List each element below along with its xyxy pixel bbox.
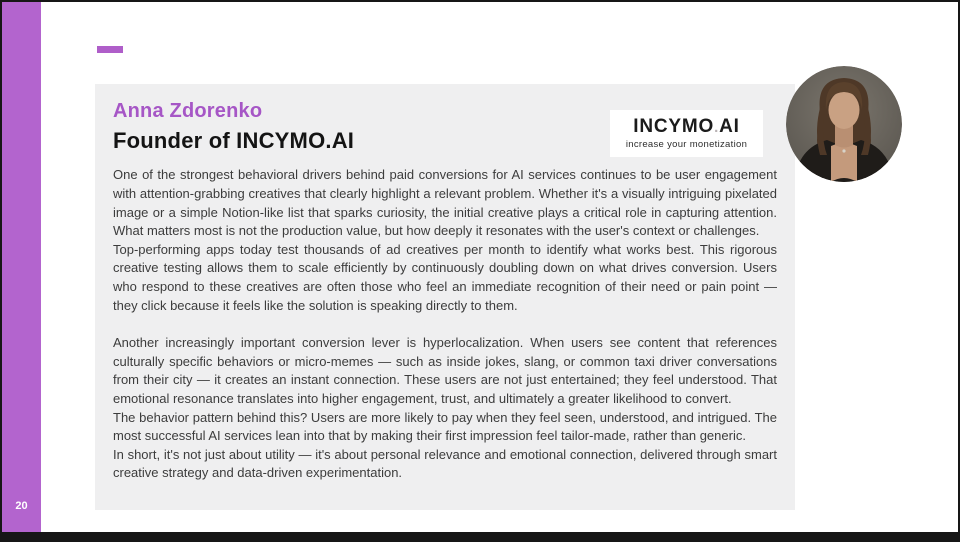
accent-dash xyxy=(97,46,123,53)
paragraph-1: One of the strongest behavioral drivers behind paid conversions for AI services continues to be user engagement with attention-grabbing creatives that clearly highlight a relevant problem. Whether it's a visually intriguing pixelated image or a simple Notion-like list that sparks curiosity, the initial creative plays a critical role in capturing attention. What matters most is not the production value, but how deeply it resonates with the user's context or challenges. xyxy=(113,167,777,239)
paragraph-4: The behavior pattern behind this? Users are more likely to pay when they feel seen, understood, and intrigued. The most successful AI services lean into that by making their first impression feel tailor-made, rather than generic. xyxy=(113,409,777,444)
logo-brand-main: INCYMO xyxy=(633,116,715,137)
avatar xyxy=(786,66,902,182)
incymo-logo xyxy=(610,110,763,157)
slide xyxy=(2,2,958,532)
left-accent-bar xyxy=(2,2,41,532)
quote-body xyxy=(113,166,777,483)
speaker-name: Anna Zdorenko xyxy=(113,100,263,122)
logo-tagline: increase your monetization xyxy=(625,139,748,150)
portrait-photo-illustration xyxy=(786,66,902,182)
logo-brand-suffix: AI xyxy=(719,116,740,137)
page-number: 20 xyxy=(15,500,28,512)
incymo-logo-wordmark xyxy=(633,117,739,136)
logo-dot: . xyxy=(714,119,720,136)
content-panel xyxy=(95,84,795,510)
paragraph-2: Top-performing apps today test thousands of ad creatives per month to identify what works best. This rigorous creative testing allows them to scale efficiently by continuously doubling down on what drives conversion. Users who respond to these creatives are often those who feel an immediate recognition of their need or pain point — they click because it feels like the solution is speaking directly to them. xyxy=(113,241,777,313)
speaker-title: Founder of INCYMO.AI xyxy=(113,128,355,153)
paragraph-3: Another increasingly important conversion lever is hyperlocalization. When users see content that references culturally specific behaviors or micro-memes — such as inside jokes, slang, or common taxi driver conversations from their city — it creates an instant connection. These users are not just entertained; they feel understood. That emotional resonance translates into higher engagement, trust, and ultimately a greater likelihood to convert. xyxy=(113,335,777,406)
paragraph-5: In short, it's not just about utility — it's about personal relevance and emotional connection, delivered through smart creative strategy and data-driven experimentation. xyxy=(113,446,777,481)
